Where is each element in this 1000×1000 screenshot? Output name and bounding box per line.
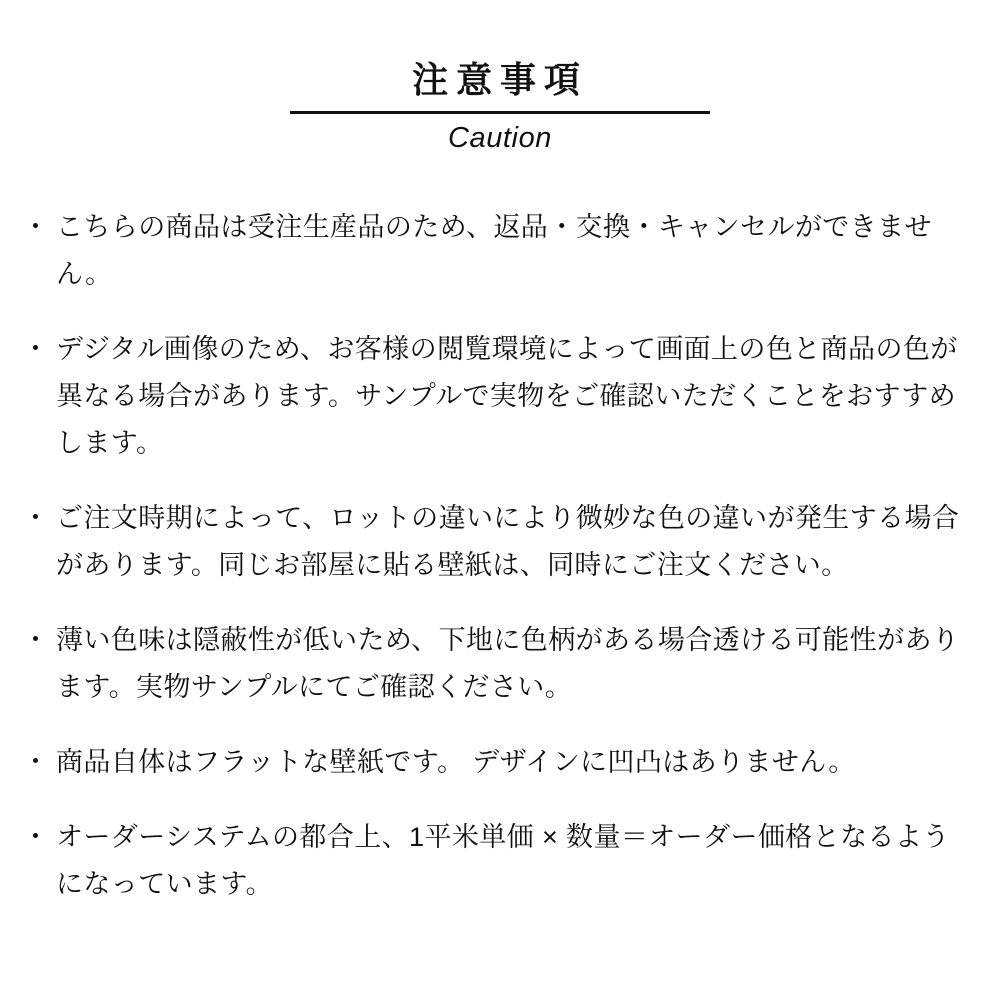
page-subtitle: Caution bbox=[447, 122, 553, 155]
list-item bbox=[22, 814, 968, 908]
caution-notes-list bbox=[0, 204, 1000, 908]
bullet-icon: ・ bbox=[22, 333, 50, 364]
caution-header bbox=[0, 58, 1000, 158]
page-title: 注意事項 bbox=[412, 59, 588, 100]
list-item bbox=[22, 495, 968, 589]
bullet-icon: ・ bbox=[22, 624, 50, 655]
bullet-icon: ・ bbox=[22, 502, 50, 533]
note-text: オーダーシステムの都合上、1平米単価 × 数量＝オーダー価格となるようになっています。 bbox=[56, 821, 950, 899]
list-item bbox=[22, 204, 968, 298]
note-text: こちらの商品は受注生産品のため、返品・交換・キャンセルができません。 bbox=[56, 211, 932, 289]
bullet-icon: ・ bbox=[22, 821, 50, 852]
note-text: 商品自体はフラットな壁紙です。 デザインに凹凸はありません。 bbox=[56, 746, 856, 777]
note-text: デジタル画像のため、お客様の閲覧環境によって画面上の色と商品の色が異なる場合があります。サンプルで実物をご確認いただくことをおすすめします。 bbox=[56, 333, 958, 458]
bullet-icon: ・ bbox=[22, 746, 50, 777]
note-text: ご注文時期によって、ロットの違いにより微妙な色の違いが発生する場合があります。同じお部屋に貼る壁紙は、同時にご注文ください。 bbox=[56, 502, 960, 580]
bullet-icon: ・ bbox=[22, 211, 50, 242]
note-text: 薄い色味は隠蔽性が低いため、下地に色柄がある場合透ける可能性があります。実物サンプルにてご確認ください。 bbox=[56, 624, 960, 702]
list-item bbox=[22, 739, 968, 786]
list-item bbox=[22, 617, 968, 711]
title-underline bbox=[290, 111, 710, 114]
list-item bbox=[22, 326, 968, 467]
